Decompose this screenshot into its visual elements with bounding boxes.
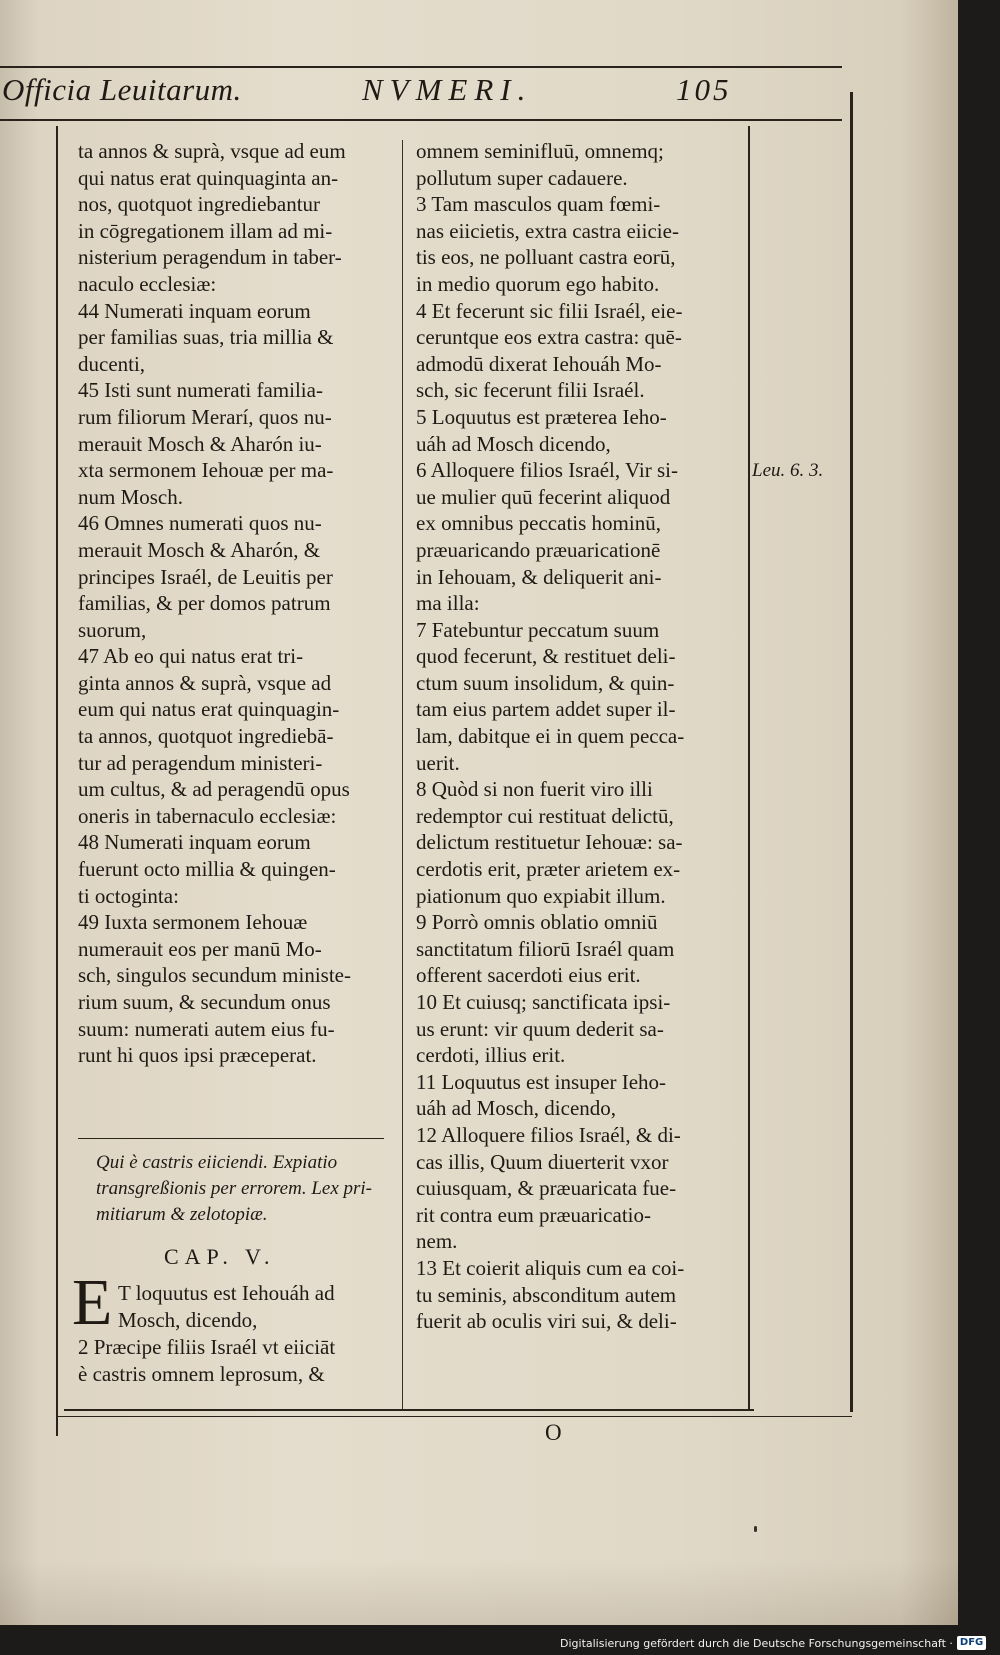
text-line: xta sermonem Iehouæ per ma- — [78, 458, 334, 483]
text-line: eum qui natus erat quinquagin- — [78, 697, 340, 722]
top-rule — [0, 66, 842, 68]
text-line: sch, sic fecerunt filii Israél. — [416, 378, 645, 403]
digitization-footer — [560, 1633, 986, 1653]
text-line: ceruntque eos extra castra: quē- — [416, 325, 682, 350]
text-line: nos, quotquot ingrediebantur — [78, 192, 321, 217]
right-column-text — [416, 138, 746, 1335]
text-line: 5 Loquutus est præterea Ieho- — [416, 404, 667, 429]
text-line: in medio quorum ego habito. — [416, 271, 660, 296]
text-line: 44 Numerati inquam eorum — [78, 298, 311, 323]
text-line: fuerit ab oculis viri sui, & deli- — [416, 1309, 677, 1334]
text-line: cerdotis erit, præter arietem ex- — [416, 857, 681, 882]
footer-credit-text: Digitalisierung gefördert durch die Deutsche Forschungsgemeinschaft · — [560, 1636, 953, 1650]
text-line: rium suum, & secundum onus — [78, 990, 331, 1014]
text-line: us erunt: vir quum dederit sa- — [416, 1016, 664, 1041]
text-line: naculo ecclesiæ: — [78, 271, 217, 296]
text-line: 8 Quòd si non fuerit viro illi — [416, 777, 653, 802]
text-line: 48 Numerati inquam eorum — [78, 830, 311, 855]
text-line: 45 Isti sunt numerati familia- — [78, 378, 323, 403]
text-line: rum filiorum Merarí, quos nu- — [78, 404, 332, 429]
page-number: 105 — [676, 72, 732, 107]
text-line: nem. — [416, 1229, 458, 1254]
chapter-summary — [96, 1150, 396, 1228]
header-rule — [0, 119, 842, 121]
text-line: per familias suas, tria millia & — [78, 325, 334, 350]
text-line: ta annos & suprà, vsque ad eum — [78, 139, 346, 163]
bottom-frame-rule — [56, 1416, 852, 1417]
dfg-logo: DFG — [957, 1636, 986, 1650]
text-line: ue mulier quū fecerint aliquod — [416, 484, 671, 509]
text-line: tur ad peragendum ministeri- — [78, 750, 323, 775]
text-line: rit contra eum præuaricatio- — [416, 1202, 651, 1227]
text-line: ginta annos & suprà, vsque ad — [78, 670, 332, 695]
text-line: 49 Iuxta sermonem Iehouæ — [78, 910, 308, 935]
text-line: familias, & per domos patrum — [78, 591, 331, 616]
frame-left-rule — [56, 126, 58, 1436]
catchword: O — [545, 1420, 562, 1445]
text-line: 6 Alloquere filios Israél, Vir si- — [416, 458, 678, 483]
text-line: oneris in tabernaculo ecclesiæ: — [78, 803, 337, 828]
text-line: delictum restituetur Iehouæ: sa- — [416, 830, 683, 855]
text-line: cerdoti, illius erit. — [416, 1043, 566, 1068]
column-divider — [402, 140, 403, 1410]
text-line: cas illis, Quum diuerterit vxor — [416, 1149, 669, 1174]
text-line: uáh ad Mosch, dicendo, — [416, 1096, 617, 1121]
left-column-text — [78, 138, 398, 1069]
paper-speck — [754, 1526, 757, 1532]
chapter-heading: CAP. V. — [164, 1244, 276, 1269]
text-line: 10 Et cuiusq; sanctificata ipsi- — [416, 990, 671, 1014]
text-line: suum: numerati autem eius fu- — [78, 1016, 335, 1041]
text-line: principes Israél, de Leuitis per — [78, 564, 333, 589]
text-line: sanctitatum filiorū Israél quam — [416, 936, 675, 961]
text-line: tu seminis, absconditum autem — [416, 1282, 677, 1307]
text-line: omnem seminifluū, omnemq; — [416, 139, 664, 163]
text-line: 7 Fatebuntur peccatum suum — [416, 617, 660, 642]
text-line: Mosch, dicendo, — [118, 1308, 258, 1332]
text-line: pollutum super cadauere. — [416, 165, 628, 190]
text-line: uerit. — [416, 750, 460, 775]
text-line: uáh ad Mosch dicendo, — [416, 431, 611, 456]
text-line: 46 Omnes numerati quos nu- — [78, 511, 322, 536]
text-line: fuerunt octo millia & quingen- — [78, 857, 336, 882]
text-line: numerauit eos per manū Mo- — [78, 936, 322, 961]
margin-reference-note: Leu. 6. 3. — [752, 460, 824, 481]
text-line: sch, singulos secundum ministe- — [78, 963, 351, 988]
text-line: redemptor cui restituat delictū, — [416, 803, 674, 828]
chapter-opening-text — [78, 1280, 335, 1388]
text-line: ma illa: — [416, 591, 480, 616]
text-line: admodū dixerat Iehouáh Mo- — [416, 351, 662, 376]
frame-outer-rule — [850, 92, 853, 1412]
text-line: suorum, — [78, 617, 147, 642]
text-line: nisterium peragendum in taber- — [78, 245, 342, 270]
header-book-title: NVMERI. — [362, 72, 533, 107]
text-line: 3 Tam masculos quam fœmi- — [416, 192, 661, 217]
text-line: tis eos, ne polluant castra eorū, — [416, 245, 676, 270]
text-line: 2 Præcipe filiis Israél vt eiiciāt — [78, 1335, 336, 1359]
header-left-title: Officia Leuitarum. — [2, 72, 242, 107]
text-line: ti octoginta: — [78, 883, 179, 908]
summary-line: Qui è castris eiiciendi. Expiatio — [96, 1152, 338, 1173]
text-line: 47 Ab eo qui natus erat tri- — [78, 644, 304, 669]
text-line: merauit Mosch & Aharón iu- — [78, 431, 322, 456]
text-line: 11 Loquutus est insuper Ieho- — [416, 1069, 667, 1094]
drop-cap: E — [72, 1266, 113, 1339]
text-line: 9 Porrò omnis oblatio omniū — [416, 910, 658, 935]
text-line: 13 Et coierit aliquis cum ea coi- — [416, 1255, 685, 1280]
text-line: nas eiicietis, extra castra eiicie- — [416, 218, 679, 243]
text-line: um cultus, & ad peragendū opus — [78, 777, 350, 802]
text-line: T loquutus est Iehouáh ad — [118, 1281, 335, 1305]
text-line: ta annos, quotquot ingrediebā- — [78, 724, 334, 749]
text-line: num Mosch. — [78, 484, 183, 509]
summary-line: transgreßionis per errorem. Lex pri- — [96, 1178, 373, 1199]
text-line: runt hi quos ipsi præceperat. — [78, 1043, 317, 1068]
text-line: 12 Alloquere filios Israél, & di- — [416, 1122, 681, 1147]
frame-right-rule — [748, 126, 750, 1411]
text-line: cuiusquam, & præuaricata fue- — [416, 1176, 677, 1201]
text-line: præuaricando præuaricationē — [416, 537, 661, 562]
text-line: in Iehouam, & deliquerit ani- — [416, 564, 662, 589]
text-line: ex omnibus peccatis hominū, — [416, 511, 661, 536]
text-line: offerent sacerdoti eius erit. — [416, 963, 641, 988]
text-line: ctum suum insolidum, & quin- — [416, 670, 675, 695]
text-line: lam, dabitque ei in quem pecca- — [416, 724, 685, 749]
chapter-separator-rule — [78, 1138, 384, 1139]
text-line: ducenti, — [78, 351, 146, 376]
summary-line: mitiarum & zelotopiæ. — [96, 1204, 268, 1225]
running-header — [0, 72, 860, 118]
text-line: merauit Mosch & Aharón, & — [78, 537, 321, 562]
text-line: 4 Et fecerunt sic filii Israél, eie- — [416, 298, 683, 323]
text-line: è castris omnem leprosum, & — [78, 1362, 325, 1386]
text-line: in cōgregationem illam ad mi- — [78, 218, 333, 243]
text-line: tam eius partem addet super il- — [416, 697, 676, 722]
text-line: qui natus erat quinquaginta an- — [78, 165, 339, 190]
bottom-rule — [64, 1409, 754, 1411]
text-line: piationum quo expiabit illum. — [416, 883, 666, 908]
text-line: quod fecerunt, & restituet deli- — [416, 644, 676, 669]
